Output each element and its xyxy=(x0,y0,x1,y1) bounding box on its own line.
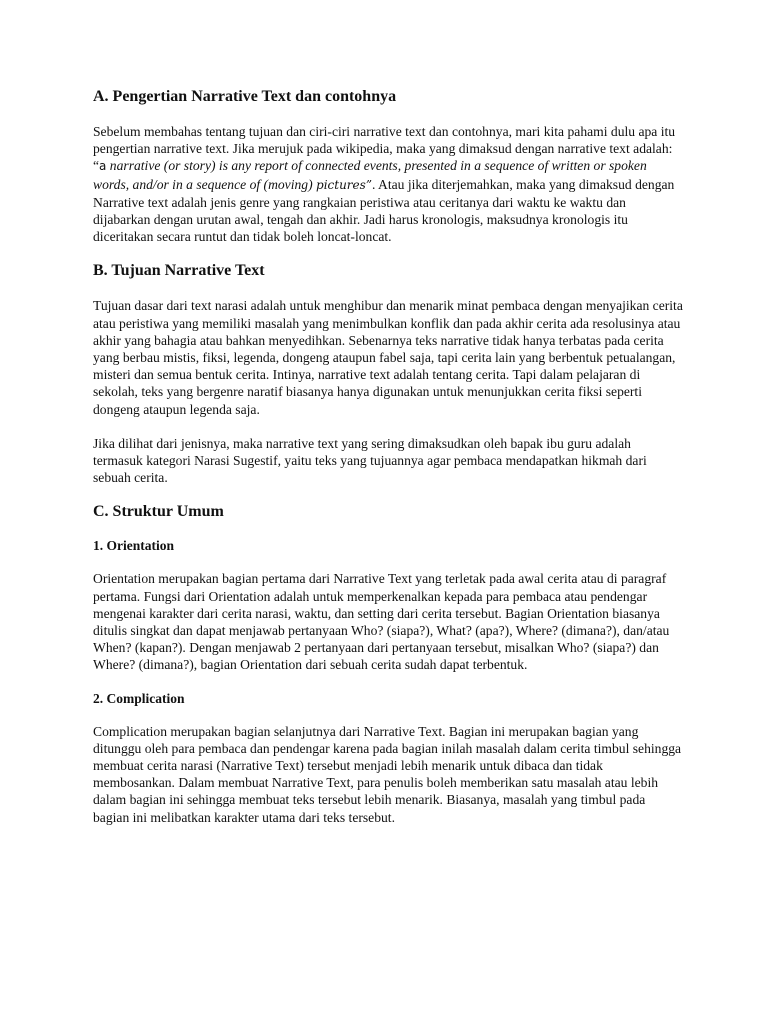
section-a-heading: A. Pengertian Narrative Text dan contohnya xyxy=(93,88,397,105)
complication-paragraph: Complication merupakan bagian selanjutnya dari Narrative Text. Bagian ini merupakan bagian yang ditunggu oleh para pembaca dan pendengar karena pada bagian inilah masalah dalam cerita timbul sehingga membuat cerita narasi (Narrative Text) tersebut menjadi lebih menarik untuk dibaca dan tidak membosankan. Dalam membuat Narrative Text, para penulis boleh memberikan satu masalah atau lebih dalam bagian ini sehingga membuat teks tersebut lebih menarik. Biasanya, masalah yang timbul pada bagian ini melibatkan karakter utama dari teks tersebut. xyxy=(93,723,682,825)
section-a-text-end: . Atau jika diterjemahkan, maka yang dimaksud dengan Narrative text adalah jenis genre yang rangkaian peristiwa atau ceritanya dari waktu ke waktu dan dijabarkan dengan urutan awal, tengah dan akhir. Jadi harus kronologis, maksudnya kronologis itu diceritakan secara runtut dan tidak boleh loncat-loncat. xyxy=(93,176,675,245)
wikipedia-quote: narrative (or story) is any report of connected events, presented in a sequence of written or spoken words, and/or in a sequence of (moving) xyxy=(93,158,647,192)
orientation-heading: 1. Orientation xyxy=(93,538,174,554)
section-b-paragraph-2: Jika dilihat dari jenisnya, maka narrative text yang sering dimaksudkan oleh bapak ibu guru adalah termasuk kategori Narasi Sugestif, yaitu teks yang tujuannya agar pembaca mendapatkan hikmah dari sebuah cerita. xyxy=(93,435,647,486)
section-c-heading: C. Struktur Umum xyxy=(93,503,224,521)
quote-letter-a: a xyxy=(99,159,107,174)
quote-word-pictures: pictures xyxy=(316,177,366,192)
section-a-paragraph xyxy=(93,123,683,245)
orientation-paragraph: Orientation merupakan bagian pertama dari Narrative Text yang terletak pada awal cerita atau di paragraf pertama. Fungsi dari Orientation adalah untuk memperkenalkan kepada para pembaca atau pendengar mengenai karakter dari cerita narasi, waktu, dan setting dari cerita tersebut. Bagian Orientation biasanya ditulis singkat dan dapat menjawab pertanyaan Who? (siapa?), What? (apa?), Where? (dimana?), dan/atau When? (kapan?). Dengan menjawab 2 pertanyaan dari pertanyaan tersebut, misalkan Who? (siapa?) dan Where? (dimana?), bagian Orientation dari sebuah cerita sudah dapat terbentuk. xyxy=(93,571,670,673)
closing-quote-mark: ” xyxy=(365,177,372,192)
section-b-paragraph-1: Tujuan dasar dari text narasi adalah untuk menghibur dan menarik minat pembaca dengan menyajikan cerita atau peristiwa yang memiliki masalah yang menimbulkan konflik dan pada akhir cerita ada resolusinya atau akhir yang bahagia atau bahkan menyedihkan. Sebenarnya teks narrative tidak hanya terbatas pada cerita yang berbau mistis, fiksi, legenda, dongeng ataupun fabel saja, tapi cerita lain yang berbentuk petualangan, misteri dan semua bentuk cerita. Intinya, narrative text adalah tentang cerita. Tapi dalam pelajaran di sekolah, teks yang bergenre naratif biasanya hanya digunakan untuk menunjukkan cerita fiksi seperti dongeng ataupun legenda saja. xyxy=(93,298,683,417)
section-a-text-start: Sebelum membahas tentang tujuan dan ciri-ciri narrative text dan contohnya, mari kita pahami dulu apa itu pengertian narrative text. Jika merujuk pada wikipedia, maka yang dimaksud dengan narrative text adalah: “ xyxy=(93,124,676,174)
document-page xyxy=(93,86,683,826)
section-b-heading: B. Tujuan Narrative Text xyxy=(93,262,265,280)
complication-heading: 2. Complication xyxy=(93,690,185,706)
